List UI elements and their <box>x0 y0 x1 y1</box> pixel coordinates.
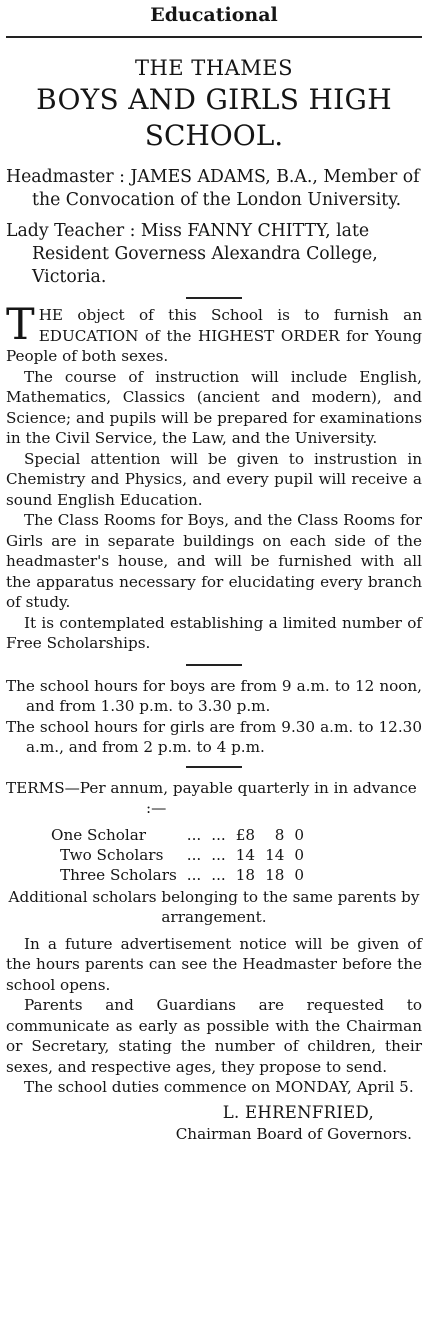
divider-rule <box>186 664 242 666</box>
fee-pounds: £8 <box>235 825 256 844</box>
fee-label: Two Scholars <box>60 845 164 864</box>
table-row <box>46 865 309 885</box>
divider-rule <box>186 297 242 299</box>
fee-dots: ... <box>186 825 202 844</box>
special-attention-paragraph: Special attention will be given to instrustion in Chemistry and Physics, and every pupil will receive a sound English Education. <box>6 449 422 509</box>
fee-label: One Scholar <box>51 825 147 844</box>
scholarships-paragraph: It is contemplated establishing a limited number of Free Scholarships. <box>6 613 422 652</box>
fee-pence: 0 <box>294 825 305 844</box>
title-line-1: THE THAMES <box>134 56 294 80</box>
fee-dots: ... <box>186 865 202 884</box>
fees-table <box>46 825 309 885</box>
boys-hours: The school hours for boys are from 9 a.m. to 12 noon, and from 1.30 p.m. to 3.30 p.m. <box>6 676 422 715</box>
headmaster-entry: Headmaster : JAMES ADAMS, B.A., Member of the Convocation of the London University. <box>6 167 420 210</box>
parents-notice: Parents and Guardians are requested to communicate as early as possible with the Chairman or Secretary, stating the number of children, their sexes, and respective ages, they propose to send. <box>6 996 422 1076</box>
table-row <box>46 825 309 845</box>
fee-pence: 0 <box>294 865 305 884</box>
terms-heading: TERMS—Per annum, payable quarterly in in advance :— <box>6 778 417 817</box>
fee-label: Three Scholars <box>60 865 177 884</box>
divider-rule <box>186 766 242 768</box>
lady-teacher-entry: Lady Teacher : Miss FANNY CHITTY, late Resident Governess Alexandra College, Victoria. <box>6 221 378 287</box>
fee-dots: ... <box>186 845 202 864</box>
signatory-name: L. EHRENFRIED, <box>222 1102 374 1122</box>
class-rooms-paragraph: The Class Rooms for Boys, and the Class Rooms for Girls are in separate buildings on each side of the headmaster's house, and will be furnished with all the apparatus necessary for elucidating every branch of study. <box>6 511 422 611</box>
section-heading: Educational <box>150 4 278 26</box>
section-rule <box>6 36 422 38</box>
intro-paragraph: HE object of this School is to furnish an EDUCATION of the HIGHEST ORDER for Young People of both sexes. <box>6 306 422 365</box>
fee-pounds: 18 <box>235 865 256 884</box>
title-line-2: BOYS AND GIRLS HIGH <box>36 83 392 116</box>
signatory-role: Chairman Board of Governors. <box>175 1124 412 1143</box>
intro-block <box>6 300 422 367</box>
newspaper-advertisement <box>0 2 428 1336</box>
fee-shillings: 14 <box>265 845 285 864</box>
course-paragraph: The course of instruction will include English, Mathematics, Classics (ancient and modern), and Science; and pupils will be prepared for examinations in the Civil Service, the Law, and the University. <box>6 367 422 447</box>
title-line-3: SCHOOL. <box>144 119 284 152</box>
fee-dots: ... <box>211 865 226 884</box>
fee-pounds: 14 <box>235 845 256 864</box>
additional-scholars: Additional scholars belonging to the same parents by arrangement. <box>8 887 420 926</box>
fee-shillings: 8 <box>274 825 285 844</box>
fee-shillings: 18 <box>265 865 285 884</box>
table-row <box>46 845 309 865</box>
fee-pence: 0 <box>294 845 305 864</box>
girls-hours: The school hours for girls are from 9.30 a.m. to 12.30 a.m., and from 2 p.m. to 4 p.m. <box>6 717 422 756</box>
fee-dots: ... <box>211 825 226 844</box>
fee-dots: ... <box>211 845 226 864</box>
drop-cap: T <box>6 300 35 350</box>
commencement-notice: The school duties commence on MONDAY, April 5. <box>24 1078 414 1096</box>
headmaster-notice: In a future advertisement notice will be given of the hours parents can see the Headmaster before the school opens. <box>6 934 422 994</box>
